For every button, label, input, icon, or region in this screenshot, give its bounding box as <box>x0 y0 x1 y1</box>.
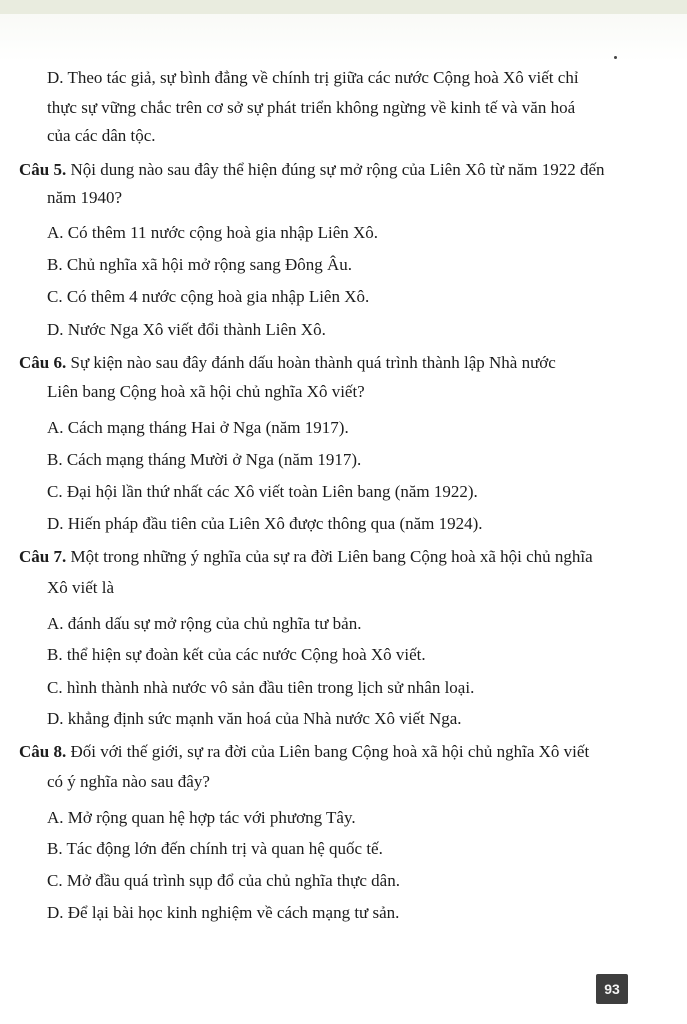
question-5-text-line-2: năm 1940? <box>47 188 123 207</box>
question-5-option-a: A. Có thêm 11 nước cộng hoà gia nhập Liên Xô. <box>47 223 379 242</box>
question-7-label: Câu 7. <box>19 547 67 566</box>
intro-option-line-1: D. Theo tác giả, sự bình đẳng về chính trị giữa các nước Cộng hoà Xô viết chỉ <box>47 68 579 87</box>
question-6-option-b: B. Cách mạng tháng Mười ở Nga (năm 1917). <box>47 450 362 469</box>
question-6-option-d: D. Hiến pháp đầu tiên của Liên Xô được thông qua (năm 1924). <box>47 514 483 533</box>
question-7-text-line-2: Xô viết là <box>47 578 115 597</box>
question-8-label: Câu 8. <box>19 742 67 761</box>
question-6-text: Sự kiện nào sau đây đánh dấu hoàn thành quá trình thành lập Nhà nước <box>66 353 556 372</box>
question-5-label: Câu 5. <box>19 160 67 179</box>
question-8-stem <box>19 741 589 763</box>
question-5-option-d: D. Nước Nga Xô viết đổi thành Liên Xô. <box>47 320 326 339</box>
intro-option-line-3: của các dân tộc. <box>47 126 156 145</box>
question-8-option-b: B. Tác động lớn đến chính trị và quan hệ quốc tế. <box>47 839 383 858</box>
question-8-option-c: C. Mở đầu quá trình sụp đổ của chủ nghĩa thực dân. <box>47 871 400 890</box>
question-8-option-a: A. Mở rộng quan hệ hợp tác với phương Tây. <box>47 808 356 827</box>
question-7-option-d: D. khẳng định sức mạnh văn hoá của Nhà nước Xô viết Nga. <box>47 709 462 728</box>
question-5-option-c: C. Có thêm 4 nước cộng hoà gia nhập Liên Xô. <box>47 287 370 306</box>
question-6-option-a: A. Cách mạng tháng Hai ở Nga (năm 1917). <box>47 418 349 437</box>
question-7-stem <box>19 546 593 568</box>
ink-dot <box>614 56 617 59</box>
question-7-option-c: C. hình thành nhà nước vô sản đầu tiên trong lịch sử nhân loại. <box>47 678 475 697</box>
intro-option-line-2: thực sự vững chắc trên cơ sở sự phát triển không ngừng về kinh tế và văn hoá <box>47 98 576 117</box>
question-7-option-b: B. thể hiện sự đoàn kết của các nước Cộng hoà Xô viết. <box>47 645 426 664</box>
page-top-band <box>0 0 687 14</box>
question-6-label: Câu 6. <box>19 353 67 372</box>
question-6-text-line-2: Liên bang Cộng hoà xã hội chủ nghĩa Xô viết? <box>47 382 365 401</box>
question-5-option-b: B. Chủ nghĩa xã hội mở rộng sang Đông Âu. <box>47 255 353 274</box>
question-8-text: Đối với thế giới, sự ra đời của Liên bang Cộng hoà xã hội chủ nghĩa Xô viết <box>66 742 590 761</box>
question-5-text: Nội dung nào sau đây thể hiện đúng sự mở rộng của Liên Xô từ năm 1922 đến <box>66 160 605 179</box>
question-8-text-line-2: có ý nghĩa nào sau đây? <box>47 772 210 791</box>
question-6-stem <box>19 352 556 374</box>
question-6-option-c: C. Đại hội lần thứ nhất các Xô viết toàn Liên bang (năm 1922). <box>47 482 478 501</box>
question-5-stem <box>19 159 605 181</box>
question-7-text: Một trong những ý nghĩa của sự ra đời Liên bang Cộng hoà xã hội chủ nghĩa <box>66 547 593 566</box>
question-8-option-d: D. Để lại bài học kinh nghiệm về cách mạng tư sản. <box>47 903 400 922</box>
page-number-badge: 93 <box>596 974 628 1004</box>
question-7-option-a: A. đánh dấu sự mở rộng của chủ nghĩa tư bản. <box>47 614 362 633</box>
